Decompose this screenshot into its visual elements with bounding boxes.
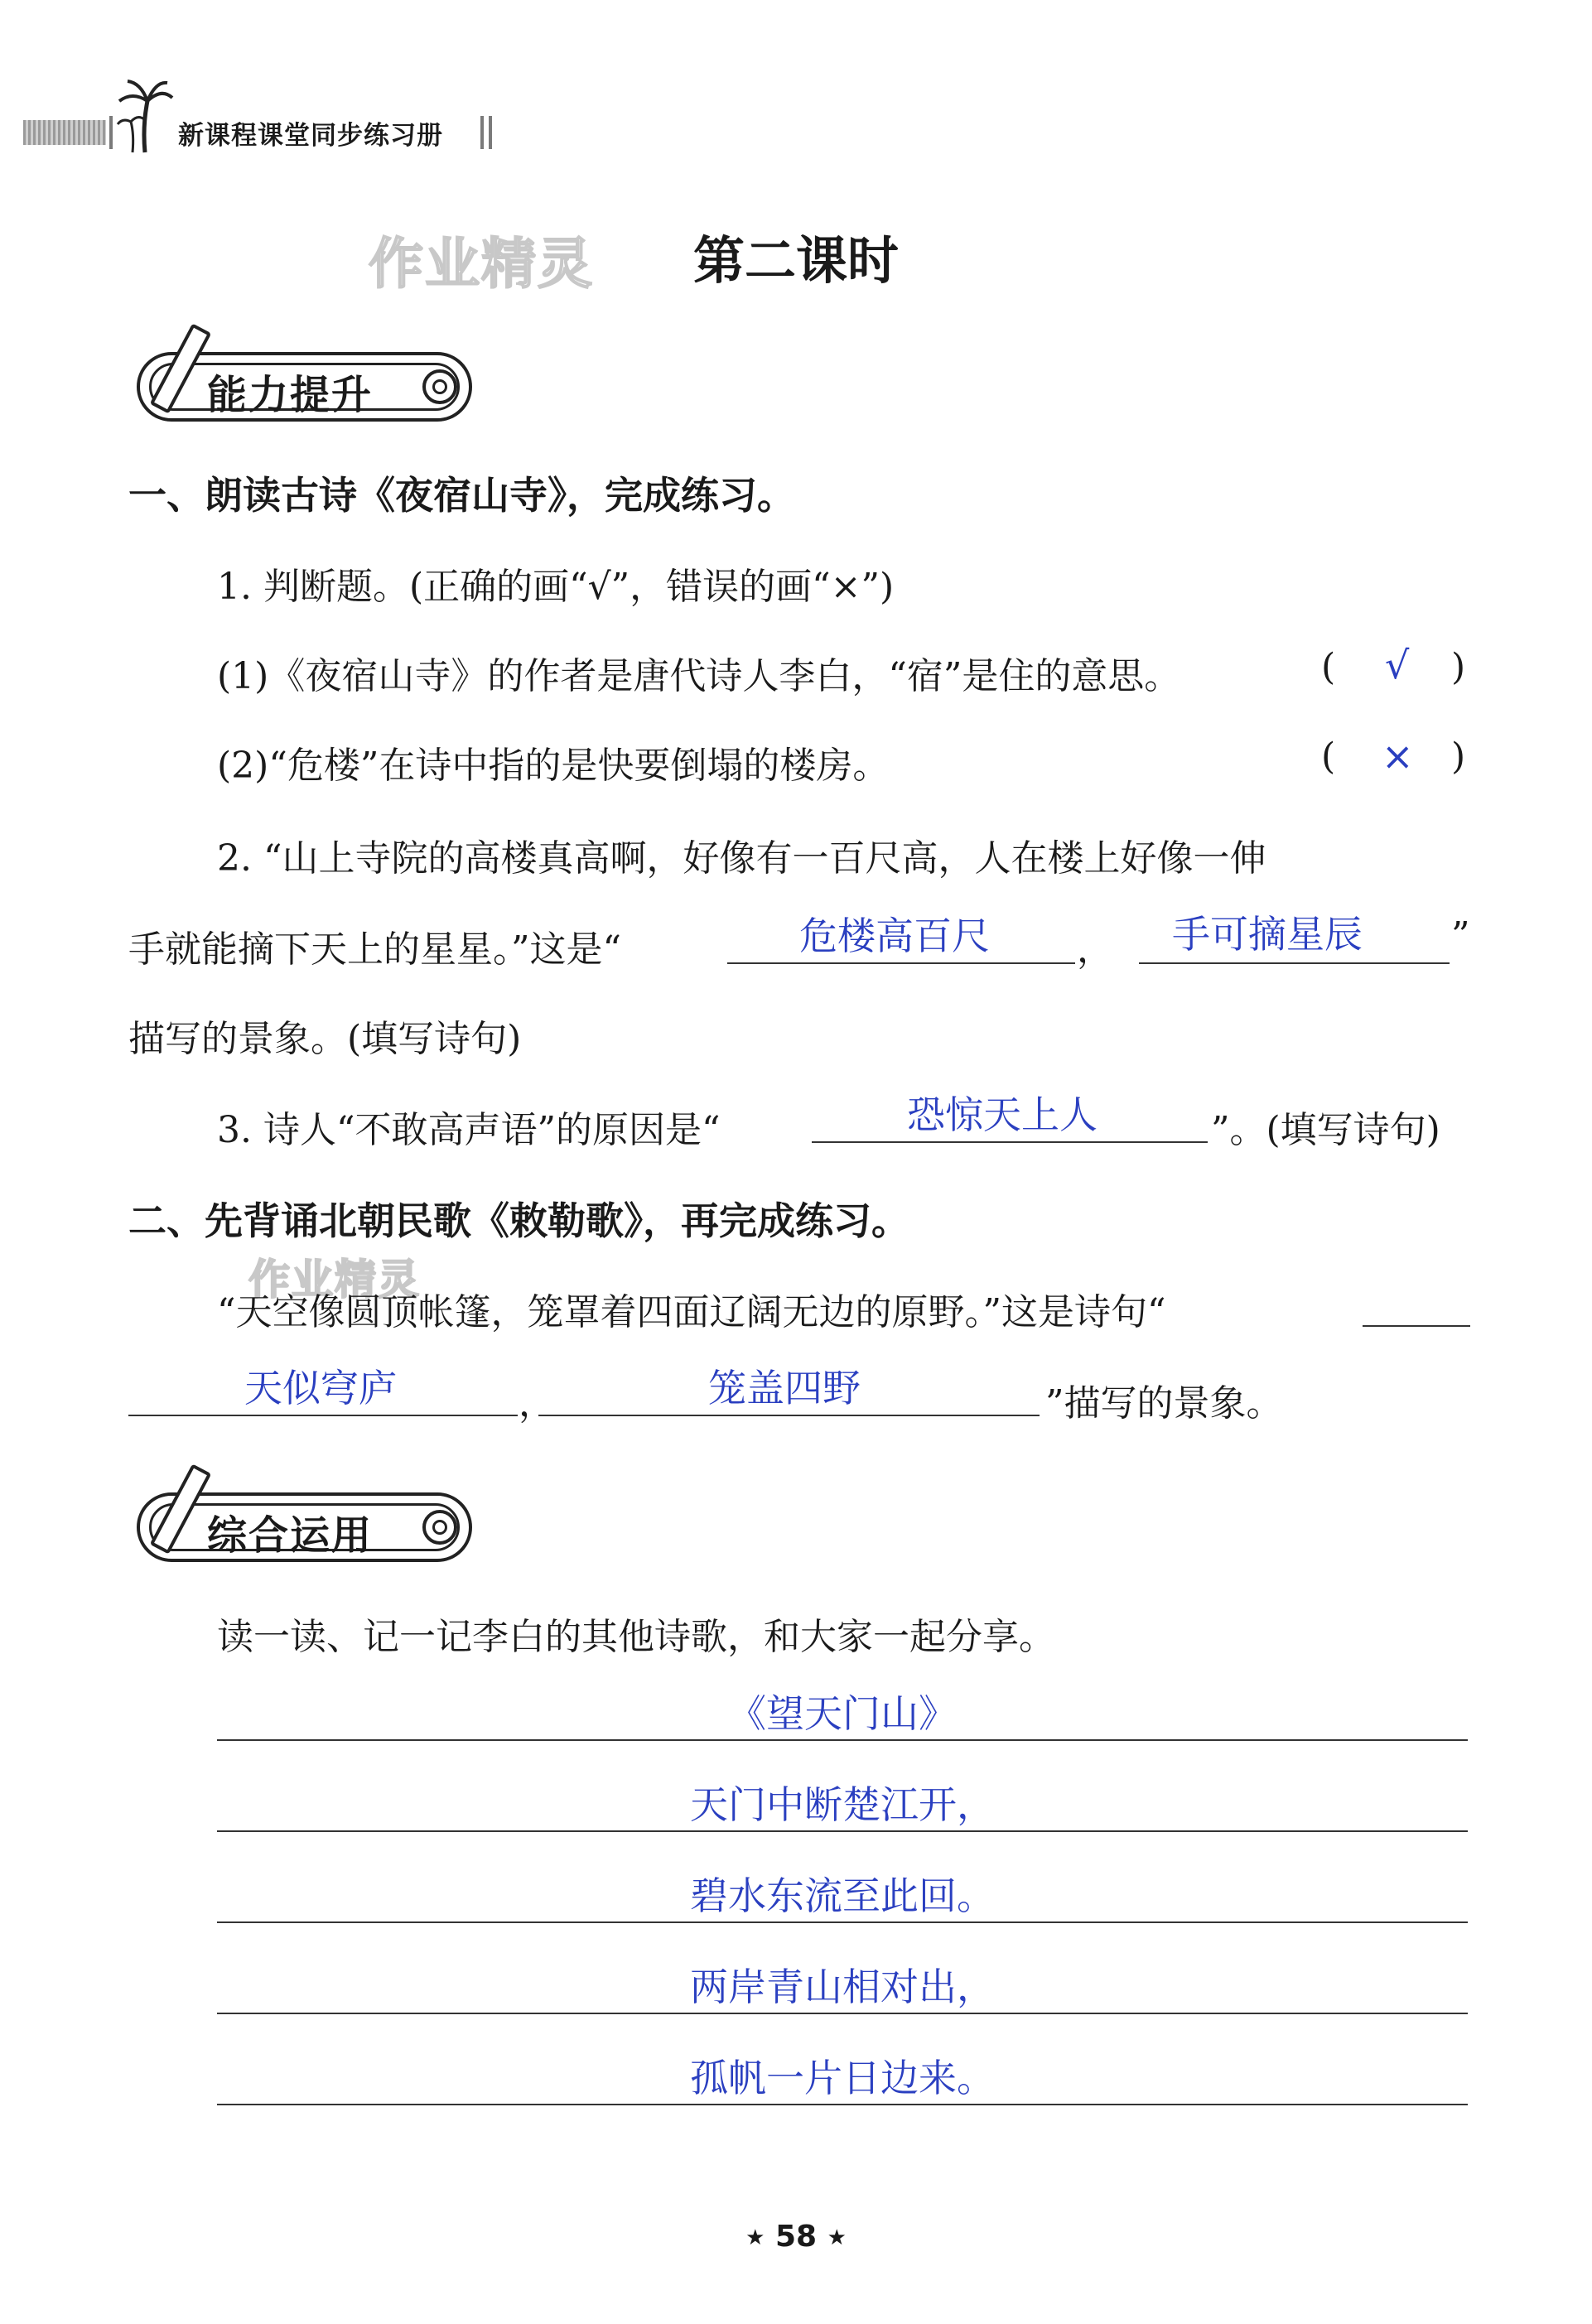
answer-blank [1363, 1325, 1470, 1327]
star-icon: ★ [827, 2225, 847, 2250]
answer-blank [727, 962, 1075, 964]
page-number-value: 58 [774, 2220, 818, 2254]
punctuation: ， [1077, 928, 1113, 971]
paren-close: ) [1451, 646, 1466, 688]
answer-text: 恐惊天上人 [907, 1092, 1098, 1137]
question-text: ”描写的景象。 [1045, 1382, 1283, 1425]
question-heading: 一、朗读古诗《夜宿山寺》，完成练习。 [128, 473, 795, 518]
palm-tree-icon [116, 76, 174, 155]
question-text: 描写的景象。(填写诗句) [128, 1018, 522, 1060]
ruled-line [217, 2013, 1468, 2014]
page-number [0, 2220, 1592, 2254]
paren-open: ( [1321, 646, 1336, 688]
question-text: (1)《夜宿山寺》的作者是唐代诗人李白，“宿”是住的意思。 [217, 655, 1181, 697]
question-text: 1. 判断题。(正确的画“√”，错误的画“×”) [217, 566, 895, 608]
question-text: 3. 诗人“不敢高声语”的原因是“ [217, 1109, 721, 1151]
poem-line: 碧水东流至此回。 [690, 1873, 995, 1918]
question-text: ”。(填写诗句) [1211, 1109, 1440, 1151]
section-badge-label: 能力提升 [207, 372, 374, 418]
question-text: 2. “山上寺院的高楼真高啊，好像有一百尺高，人在楼上好像一伸 [217, 837, 1266, 880]
answer-text: 危楼高百尺 [799, 914, 990, 958]
paren-open: ( [1321, 735, 1336, 778]
ring-dot-icon [432, 1520, 447, 1535]
answer-blank [538, 1415, 1040, 1416]
instruction-text: 读一读、记一记李白的其他诗歌，和大家一起分享。 [217, 1616, 1055, 1658]
poem-line: 《望天门山》 [728, 1691, 957, 1736]
star-icon: ★ [745, 2225, 765, 2250]
question-text: “天空像圆顶帐篷，笼罩着四面辽阔无边的原野。”这是诗句“ [217, 1291, 1166, 1333]
ruled-line [217, 1921, 1468, 1923]
answer-blank [128, 1415, 518, 1416]
answer-blank [1139, 962, 1450, 964]
ruled-line [217, 1830, 1468, 1832]
lesson-title: 第二课时 [692, 230, 899, 291]
poem-line: 天门中断楚江开， [690, 1782, 995, 1827]
answer-blank [812, 1141, 1208, 1143]
question-heading: 二、先背诵北朝民歌《敕勒歌》，再完成练习。 [128, 1198, 909, 1243]
header-separator [109, 116, 113, 149]
poem-line: 两岸青山相对出， [690, 1965, 995, 2009]
answer-text: 天似穹庐 [244, 1366, 397, 1410]
punctuation: ” [1451, 914, 1470, 957]
header-separator [480, 116, 484, 149]
ruled-line [217, 1739, 1468, 1741]
ring-dot-icon [432, 379, 447, 394]
answer-text: 笼盖四野 [708, 1366, 861, 1410]
section-badge-label: 综合运用 [207, 1512, 374, 1559]
ruled-line [217, 2104, 1468, 2105]
watermark: 作业精灵 [248, 1256, 421, 1304]
question-text: (2)“危楼”在诗中指的是快要倒塌的楼房。 [217, 745, 890, 787]
answer-mark: × [1382, 734, 1414, 779]
header-bar-decoration [23, 120, 106, 145]
answer-text: 手可摘星辰 [1172, 912, 1363, 957]
answer-mark: √ [1385, 643, 1410, 687]
poem-line: 孤帆一片日边来。 [690, 2056, 995, 2100]
punctuation: ， [519, 1382, 555, 1425]
paren-close: ) [1451, 735, 1466, 778]
question-text: 手就能摘下天上的星星。”这是“ [128, 928, 621, 971]
header-title: 新课程课堂同步练习册 [178, 121, 443, 151]
header-separator [489, 116, 492, 149]
watermark: 作业精灵 [369, 232, 594, 296]
